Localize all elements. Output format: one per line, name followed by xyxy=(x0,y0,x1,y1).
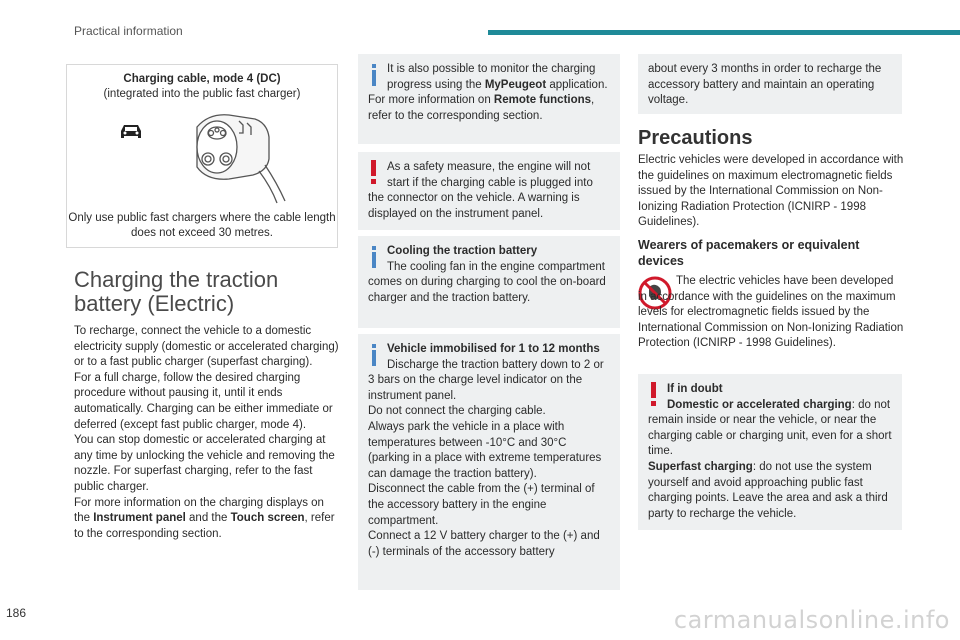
doubt-title: If in doubt xyxy=(667,383,723,395)
warning-icon xyxy=(368,160,380,184)
doubt-domestic-text: : do not remain inside or near the vehicle, or near the charging cable or charging unit, even for a short time. xyxy=(648,398,892,458)
page-header-title: Practical information xyxy=(74,24,183,38)
warning-note-if-in-doubt xyxy=(638,374,902,530)
charging-cable-figure xyxy=(66,64,338,248)
p4-end: , refer to the corresponding section. xyxy=(74,512,335,540)
note1-text: It is also possible to monitor the charging progress using the xyxy=(387,63,596,91)
note1-ref: , refer to the corresponding section. xyxy=(368,94,595,122)
watermark: carmanualsonline.info xyxy=(673,606,950,634)
cooling-body: The cooling fan in the engine compartment comes on during charging to cool the on-board charger and the traction battery. xyxy=(368,260,606,304)
precautions-body: Electric vehicles were developed in accordance with the guidelines on maximum electromagnetic fields issued by the International Commission on Non-Ionizing Radiation Protection (ICNIRP - 1998 Guidelines). xyxy=(638,154,904,229)
immobilised-line-5: Connect a 12 V battery charger to the (+) and (-) terminals of the accessory battery xyxy=(368,530,600,558)
figure-subtitle: (integrated into the public fast charger) xyxy=(103,88,301,100)
p4-instrument-panel: Instrument panel xyxy=(93,512,186,525)
note1-mypeugeot: MyPeugeot xyxy=(484,78,547,91)
charging-para-4 xyxy=(74,496,342,543)
figure-title: Charging cable, mode 4 (DC) xyxy=(123,73,281,85)
note1-more: For more information on xyxy=(368,94,494,107)
info-note-mypeugeot xyxy=(358,54,620,144)
pacemaker-body: The electric vehicles have been developed in accordance with the guidelines on the maximum levels for electromagnetic fields issued by the International Commission on Non-Ionizing Radiation Protection (ICNIRP - 1998 Guidelines). xyxy=(638,275,904,350)
info-icon xyxy=(368,244,380,268)
p4-text: For more information on the charging displays on the xyxy=(74,496,324,525)
figure-caption: Only use public fast chargers where the cable length does not exceed 30 metres. xyxy=(68,212,336,239)
charging-connector-icon xyxy=(177,105,297,205)
doubt-superfast-text: : do not use the system yourself and avoid approaching public fast charging points. Leave the area and ask a third party to recharge the vehicle. xyxy=(648,460,888,520)
note1-remote: Remote functions xyxy=(493,94,592,107)
cooling-title: Cooling the traction battery xyxy=(387,245,538,257)
info-note-immobilised xyxy=(358,334,620,590)
info-note-continued xyxy=(638,54,902,114)
charging-body xyxy=(74,324,342,542)
charging-para-3: You can stop domestic or accelerated charging at any time by unlocking the vehicle and removing the nozzle. For superfast charging, refer to the fast public charger. xyxy=(74,434,335,493)
p4-and: and the xyxy=(185,512,231,525)
immobilised-title: Vehicle immobilised for 1 to 12 months xyxy=(387,343,600,355)
warning-icon xyxy=(648,382,660,406)
continued-text: about every 3 months in order to recharge the accessory battery and maintain an operating voltage. xyxy=(648,63,882,107)
info-note-cooling xyxy=(358,236,620,328)
doubt-superfast: Superfast charging xyxy=(648,460,753,473)
warning-note-engine xyxy=(358,152,620,230)
immobilised-line-3: Always park the vehicle in a place with temperatures between -10°C and 30°C (parking in a place with extreme temperatures can damage the traction battery). xyxy=(368,420,602,480)
doubt-domestic: Domestic or accelerated charging xyxy=(667,398,852,411)
p4-touch-screen: Touch screen xyxy=(230,512,305,525)
car-icon xyxy=(119,123,143,141)
warn1-text: As a safety measure, the engine will not start if the charging cable is plugged into the connector on the vehicle. A warning is displayed on the instrument panel. xyxy=(368,161,593,220)
pacemaker-subtitle: Wearers of pacemakers or equivalent devices xyxy=(638,238,860,268)
section-title-charging: Charging the traction battery (Electric) xyxy=(74,267,279,316)
info-icon xyxy=(368,62,380,86)
precautions-title: Precautions xyxy=(638,127,753,149)
page-number: 186 xyxy=(6,606,27,620)
charging-para-1: To recharge, connect the vehicle to a domestic electricity supply (domestic or accelerated charging) or to a fast public charger (superfast charging). xyxy=(74,325,339,369)
info-icon xyxy=(368,342,380,366)
immobilised-line-2: Do not connect the charging cable. xyxy=(368,405,546,418)
header-accent-bar xyxy=(488,30,960,35)
charging-para-2: For a full charge, follow the desired charging procedure without pausing it, until it ends automatically. Charging can be either immediate or deferred (except fast public charger, mode 4). xyxy=(74,371,333,431)
immobilised-line-4: Disconnect the cable from the (+) terminal of the accessory battery in the engine compartment. xyxy=(368,483,595,527)
note1-app: application. xyxy=(546,78,608,91)
immobilised-line-1: Discharge the traction battery down to 2 or 3 bars on the charge level indicator on the instrument panel. xyxy=(368,358,604,402)
